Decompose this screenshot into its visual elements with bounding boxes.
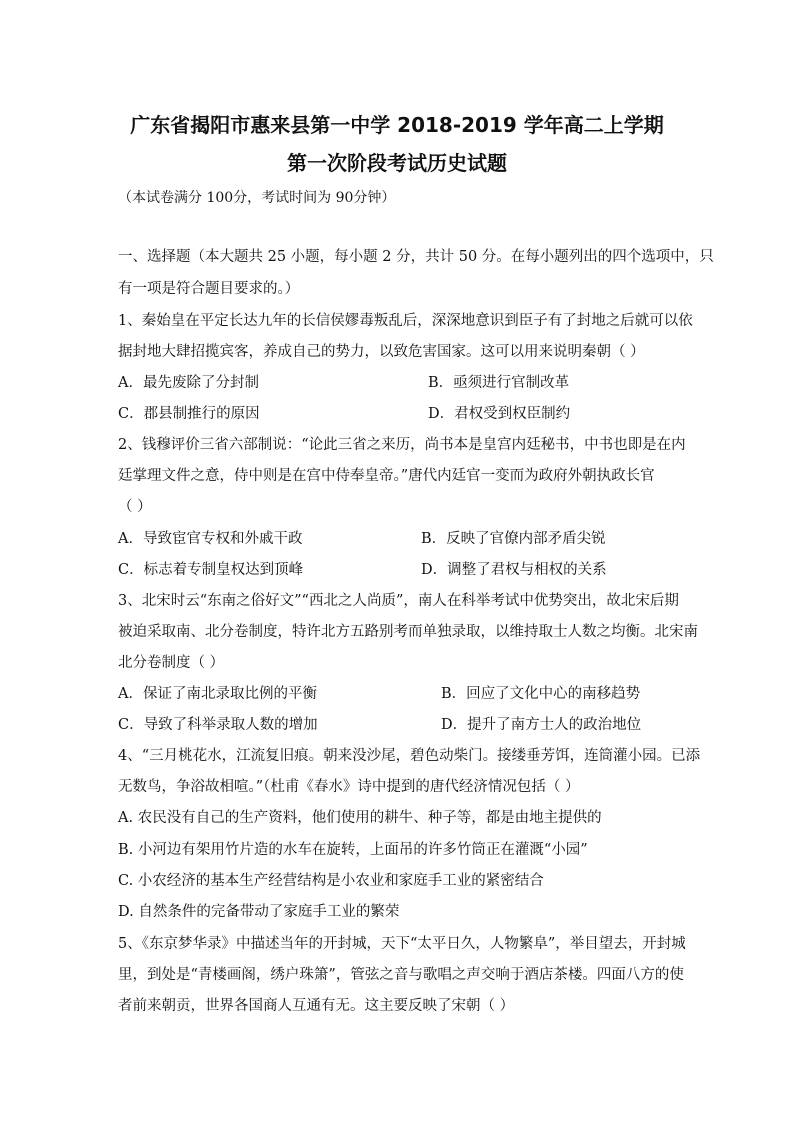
question-1-stem-line2: 据封地大肆招揽宾客，养成自己的势力，以致危害国家。这可以用来说明秦朝（ ） [118,344,645,360]
question-5-stem-line3: 者前来朝贡，世界各国商人互通有无。这主要反映了宋朝（ ） [118,998,515,1014]
question-3-option-b: B．回应了文化中心的南移趋势 [441,686,641,702]
exam-title-line1: 广东省揭阳市惠来县第一中学 2018-2019 学年高二上学期 [130,113,664,137]
question-5-stem-line1: 5、《东京梦华录》中描述当年的开封城，天下“太平日久，人物繁阜”，举目望去，开封城 [118,936,686,952]
question-2-stem-line1: 2、钱穆评价三省六部制说：“论此三省之来历，尚书本是皇宫内廷秘书，中书也即是在内 [118,437,686,453]
question-3-stem-line1: 3、北宋时云“东南之俗好文”“西北之人尚质”，南人在科举考试中优势突出，故北宋后期 [118,593,679,609]
question-1-option-c: C．郡县制推行的原因 [118,406,260,422]
question-1-option-b: B．亟须进行官制改革 [428,375,570,391]
question-3-option-c: C．导致了科举录取人数的增加 [118,717,318,733]
exam-title-line2: 第一次阶段考试历史试题 [287,151,507,175]
question-4-option-c: C. 小农经济的基本生产经营结构是小农业和家庭手工业的紧密结合 [118,873,544,889]
question-4-option-b: B. 小河边有架用竹片造的水车在旋转，上面吊的许多竹筒正在灌溉“小园” [118,842,588,858]
section-heading-line1: 一、选择题（本大题共 25 小题，每小题 2 分，共计 50 分。在每小题列出的四个选项中，只 [118,249,714,265]
question-1-option-d: D．君权受到权臣制约 [428,406,571,422]
question-2-option-b: B．反映了官僚内部矛盾尖锐 [421,531,606,547]
section-heading-line2: 有一项是符合题目要求的。） [118,281,300,297]
question-4-option-a: A. 农民没有自己的生产资料，他们使用的耕牛、种子等，都是由地主提供的 [118,810,602,826]
question-2-option-c: C．标志着专制皇权达到顶峰 [118,562,304,578]
question-3-stem-line3: 北分卷制度（ ） [118,655,225,671]
question-5-stem-line2: 里，到处是“青楼画阁，绣户珠箫”，管弦之音与歌唱之声交响于酒店茶楼。四面八方的使 [118,967,684,983]
question-2-option-d: D．调整了君权与相权的关系 [421,562,607,578]
question-1-option-a: A．最先废除了分封制 [118,375,259,391]
exam-note: （本试卷满分 100分，考试时间为 90分钟） [118,190,396,206]
question-2-stem-line3: （ ） [118,499,152,515]
question-3-stem-line2: 被迫采取南、北分卷制度，特许北方五路别考而单独录取，以维持取士人数之均衡。北宋南 [118,624,698,640]
question-1-stem-line1: 1、秦始皇在平定长达九年的长信侯嫪毒叛乱后，深深地意识到臣子有了封地之后就可以依 [118,313,693,329]
question-3-option-a: A．保证了南北录取比例的平衡 [118,686,317,702]
question-2-option-a: A．导致宦官专权和外戚干政 [118,531,303,547]
question-4-stem-line2: 无数鸟，争浴故相喧。”（杜甫《春水》诗中提到的唐代经济情况包括（ ） [118,779,580,795]
question-4-stem-line1: 4、“三月桃花水，江流复旧痕。朝来没沙尾，碧色动柴门。接缕垂芳饵，连筒灌小园。已添 [118,748,701,764]
question-3-option-d: D．提升了南方士人的政治地位 [441,717,642,733]
question-4-option-d: D. 自然条件的完备带动了家庭手工业的繁荣 [118,904,400,920]
question-2-stem-line2: 廷掌理文件之意，侍中则是在宫中侍奉皇帝。”唐代内廷官一变而为政府外朝执政长官 [118,468,655,484]
